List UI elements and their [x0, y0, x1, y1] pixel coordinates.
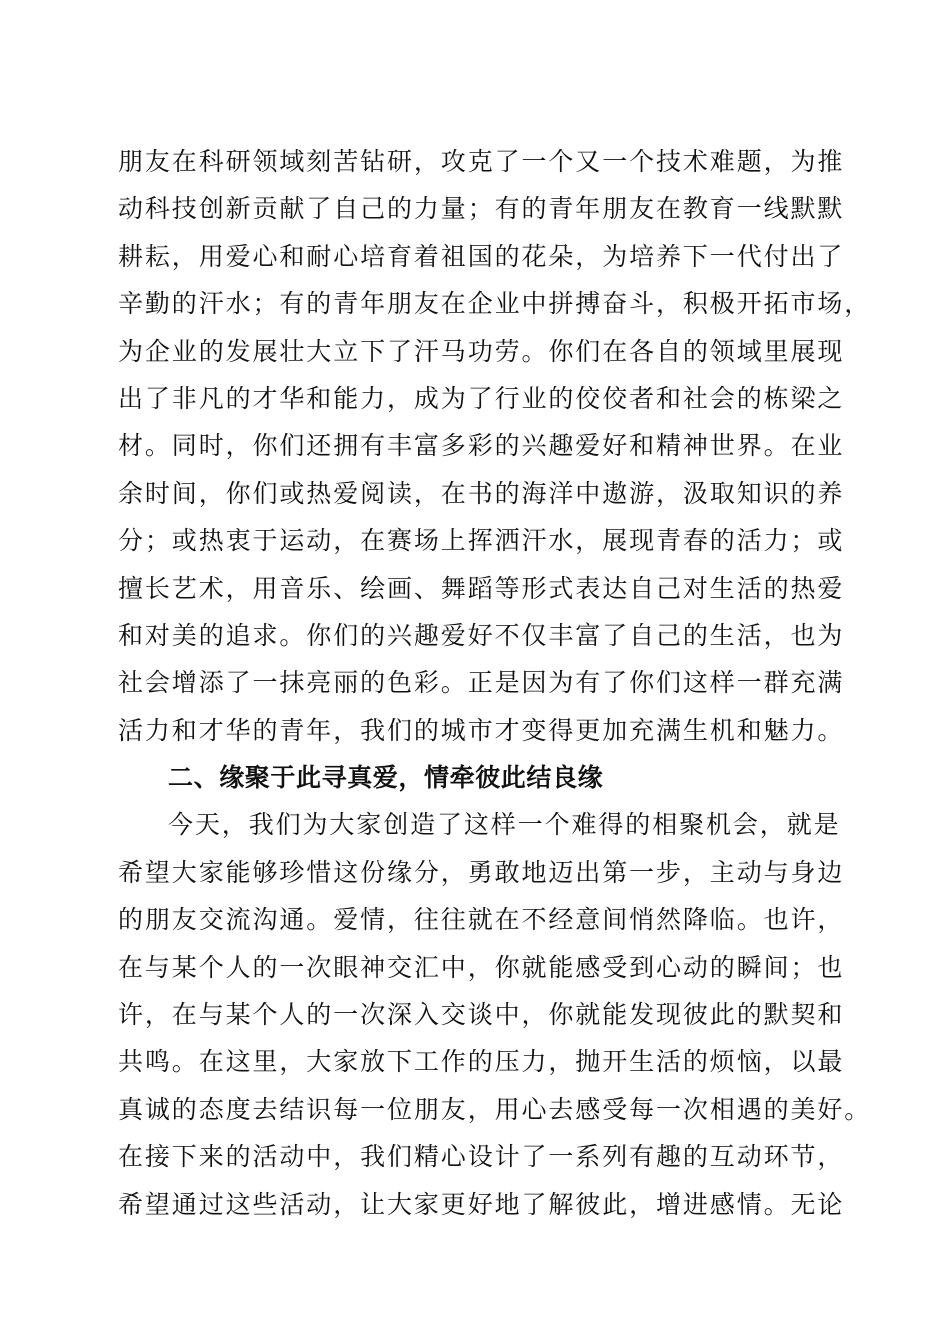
paragraph-line: 希望大家能够珍惜这份缘分，勇敢地迈出第一步，主动与身边 — [118, 857, 845, 887]
paragraph-line: 在与某个人的一次眼神交汇中，你就能感受到心动的瞬间；也 — [118, 952, 845, 982]
paragraph-line: 许，在与某个人的一次深入交谈中，你就能发现彼此的默契和 — [118, 1000, 845, 1030]
paragraph-line: 的朋友交流沟通。爱情，往往就在不经意间悄然降临。也许， — [118, 905, 845, 935]
paragraph-line: 出了非凡的才华和能力，成为了行业的佼佼者和社会的栋梁之 — [118, 383, 845, 413]
paragraph-line: 和对美的追求。你们的兴趣爱好不仅丰富了自己的生活，也为 — [118, 620, 845, 650]
paragraph-line: 擅长艺术，用音乐、绘画、舞蹈等形式表达自己对生活的热爱 — [118, 573, 845, 603]
paragraph-line: 动科技创新贡献了自己的力量；有的青年朋友在教育一线默默 — [118, 194, 845, 224]
paragraph-line: 希望通过这些活动，让大家更好地了解彼此，增进感情。无论 — [118, 1189, 845, 1219]
paragraph-line: 为企业的发展壮大立下了汗马功劳。你们在各自的领域里展现 — [118, 336, 845, 366]
paragraph-line: 分；或热衷于运动，在赛场上挥洒汗水，展现青春的活力；或 — [118, 526, 845, 556]
section-heading: 二、缘聚于此寻真爱，情牵彼此结良缘 — [168, 763, 604, 793]
paragraph-line: 材。同时，你们还拥有丰富多彩的兴趣爱好和精神世界。在业 — [118, 431, 845, 461]
paragraph-line: 今天，我们为大家创造了这样一个难得的相聚机会，就是 — [168, 810, 841, 840]
paragraph-line: 余时间，你们或热爱阅读，在书的海洋中遨游，汲取知识的养 — [118, 478, 845, 508]
paragraph-line: 耕耘，用爱心和耐心培育着祖国的花朵，为培养下一代付出了 — [118, 241, 845, 271]
paragraph-line: 辛勤的汗水；有的青年朋友在企业中拼搏奋斗，积极开拓市场， — [118, 289, 872, 319]
paragraph-line: 朋友在科研领域刻苦钻研，攻克了一个又一个技术难题，为推 — [118, 147, 845, 176]
paragraph-line: 真诚的态度去结识每一位朋友，用心去感受每一次相遇的美好。 — [118, 1094, 872, 1124]
paragraph-line: 活力和才华的青年，我们的城市才变得更加充满生机和魅力。 — [118, 715, 845, 745]
document-body — [118, 138, 872, 1228]
paragraph-line: 在接下来的活动中，我们精心设计了一系列有趣的互动环节， — [118, 1142, 845, 1172]
paragraph-line: 社会增添了一抹亮丽的色彩。正是因为有了你们这样一群充满 — [118, 668, 845, 698]
paragraph-line: 共鸣。在这里，大家放下工作的压力，抛开生活的烦恼，以最 — [118, 1047, 845, 1077]
